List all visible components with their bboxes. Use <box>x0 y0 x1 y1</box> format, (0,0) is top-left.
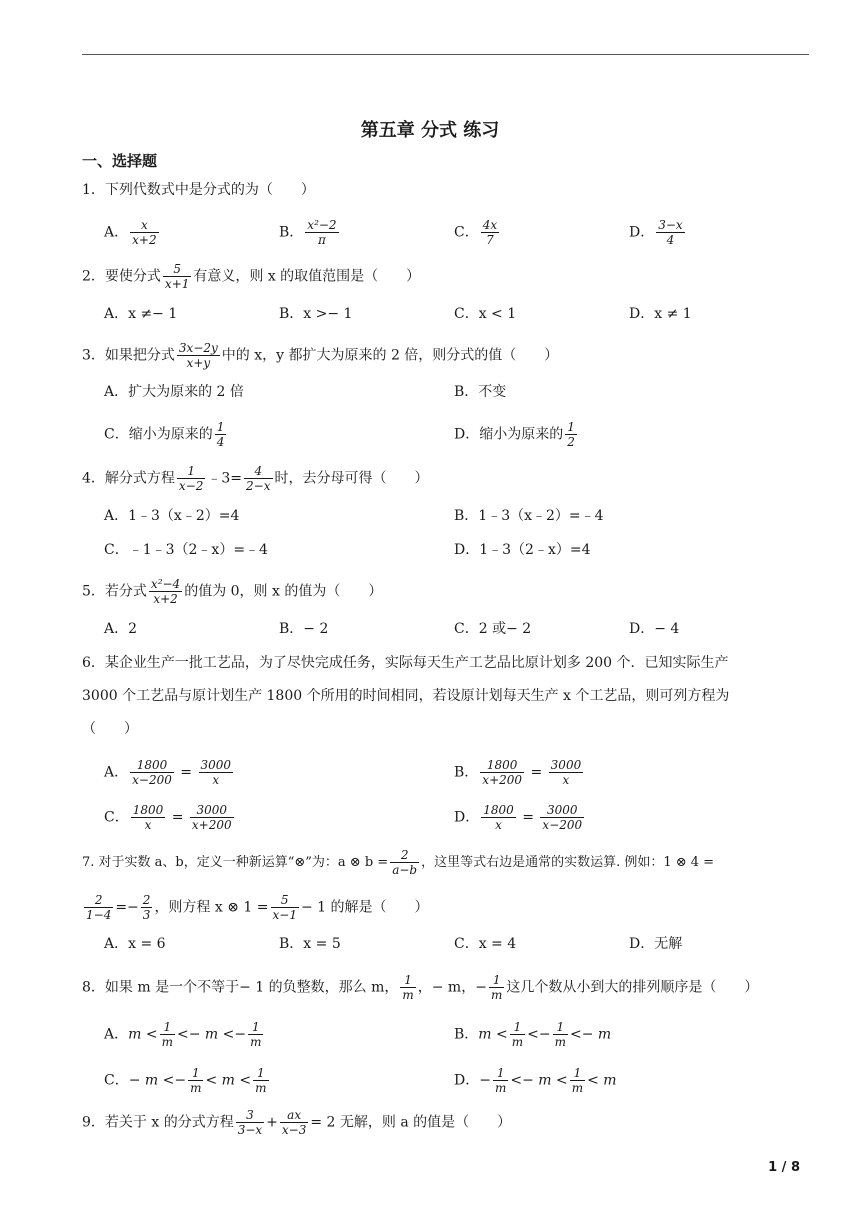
question-6-stem-line-1: 6．某企业生产一批工艺品，为了尽快完成任务，实际每天生产工艺品比原计划多 200 个．已知实际生产 <box>82 655 729 671</box>
section-heading: 一、选择题 <box>82 152 158 170</box>
q4-option-a[interactable]: A．1﹣3（x﹣2）=4 <box>104 508 240 524</box>
q7-option-a[interactable]: A．x = 6 <box>104 936 166 952</box>
q6-option-b[interactable]: B． $\frac{1800}{x+200}$ = $\frac{3000}{x}$ <box>454 758 582 787</box>
page-number: 1 / 8 <box>768 1160 800 1175</box>
q1-option-b[interactable]: B． $\frac{\text{x²−2}}{\pi}$ <box>279 218 337 247</box>
q7-option-b[interactable]: B．x = 5 <box>279 936 341 952</box>
question-7-stem-line-2: $\frac{2}{1-4}$ =− $\frac{2}{3}$ ，则方程 x ⊗ 1 = $\frac{5}{x-1}$ − 1 的解是（ ） <box>86 893 429 922</box>
q4-option-b[interactable]: B．1﹣3（x﹣2）=﹣4 <box>454 508 604 524</box>
question-6-stem-line-3: （ ） <box>82 721 138 737</box>
q7-option-c[interactable]: C．x = 4 <box>454 936 517 952</box>
question-2-stem: 2．要使分式 $\frac{5}{x+1}$ 有意义，则 x 的取值范围是（ ） <box>82 262 421 291</box>
header-rule <box>82 54 809 55</box>
q2-option-a[interactable]: A．x ≠− 1 <box>104 306 178 322</box>
q7-option-d[interactable]: D．无解 <box>629 936 683 952</box>
q6-option-a[interactable]: A． $\frac{1800}{x-200}$ = $\frac{3000}{x}$ <box>104 758 232 787</box>
q2-option-c[interactable]: C．x < 1 <box>454 306 517 322</box>
question-7-stem-line-1: 7. 对于实数 a、b，定义一种新运算“⊗”为：a ⊗ b = $\frac{2}{a-b}$ ，这里等式右边是通常的实数运算. 例如：1 ⊗ 4 = <box>82 848 715 877</box>
q8-option-a[interactable]: A．m < $\frac{1}{m}$ <− m <− $\frac{1}{m}$ <box>104 1020 262 1049</box>
q5-option-a[interactable]: A．2 <box>104 621 138 637</box>
q3-option-b[interactable]: B．不变 <box>454 384 507 400</box>
q8-option-b[interactable]: B．m < $\frac{1}{m}$ <− $\frac{1}{m}$ <− m <box>454 1020 612 1049</box>
q6-option-c[interactable]: C． $\frac{1800}{x}$ = $\frac{3000}{x+200}$ <box>104 803 232 832</box>
question-8-stem: 8．如果 m 是一个不等于− 1 的负整数，那么 m， $\frac{1}{m}$ ，− m，− $\frac{1}{m}$ 这几个数从小到大的排列顺序是（ ） <box>82 973 759 1002</box>
question-5-stem: 5．若分式 $\frac{\text{x²−4}}{x+2}$ 的值为 0，则 x 的值为（ ） <box>82 577 383 606</box>
q5-option-b[interactable]: B．− 2 <box>279 621 329 637</box>
q3-option-d[interactable]: D．缩小为原来的 $\frac{1}{2}$ <box>454 420 575 449</box>
page-title: 第五章 分式 练习 <box>360 120 500 141</box>
q3-option-c[interactable]: C．缩小为原来的 $\frac{1}{4}$ <box>104 420 225 449</box>
q4-option-c[interactable]: C．﹣1﹣3（2﹣x）=﹣4 <box>104 542 268 558</box>
q3-option-a[interactable]: A．扩大为原来的 2 倍 <box>104 384 244 400</box>
q5-option-d[interactable]: D．− 4 <box>629 621 680 637</box>
question-3-stem: 3．如果把分式 $\frac{3x-2y}{x+y}$ 中的 x，y 都扩大为原来的 2 倍，则分式的值（ ） <box>82 341 559 370</box>
q5-option-c[interactable]: C．2 或− 2 <box>454 621 532 637</box>
q6-option-d[interactable]: D． $\frac{1800}{x}$ = $\frac{3000}{x-200}$ <box>454 803 583 832</box>
question-6-stem-line-2: 3000 个工艺品与原计划生产 1800 个所用的时间相同，若设原计划每天生产 x 个工艺品，则可列方程为 <box>82 688 730 704</box>
question-1-stem: 1．下列代数式中是分式的为（ ） <box>82 182 315 198</box>
q4-option-d[interactable]: D．1﹣3（2﹣x）=4 <box>454 542 591 558</box>
q1-option-a[interactable]: A． $\frac{x}{x+2}$ <box>104 218 157 247</box>
question-9-stem: 9．若关于 x 的分式方程 $\frac{3}{3-x}$ + $\frac{ax}{x-3}$ = 2 无解，则 a 的值是（ ） <box>82 1108 512 1137</box>
q2-option-b[interactable]: B．x >− 1 <box>279 306 353 322</box>
question-4-stem: 4．解分式方程 $\frac{1}{x-2}$ ﹣3= $\frac{4}{2-x}$ 时，去分母可得（ ） <box>82 464 429 493</box>
q8-option-c[interactable]: C．− m <− $\frac{1}{m}$ < m < $\frac{1}{m}$ <box>104 1066 267 1095</box>
q8-option-d[interactable]: D．− $\frac{1}{m}$ <− m < $\frac{1}{m}$ < m <box>454 1066 617 1095</box>
q1-option-d[interactable]: D． $\frac{3-x}{4}$ <box>629 218 683 247</box>
q1-option-c[interactable]: C． $\frac{4x}{7}$ <box>454 218 498 247</box>
q2-option-d[interactable]: D．x ≠ 1 <box>629 306 692 322</box>
